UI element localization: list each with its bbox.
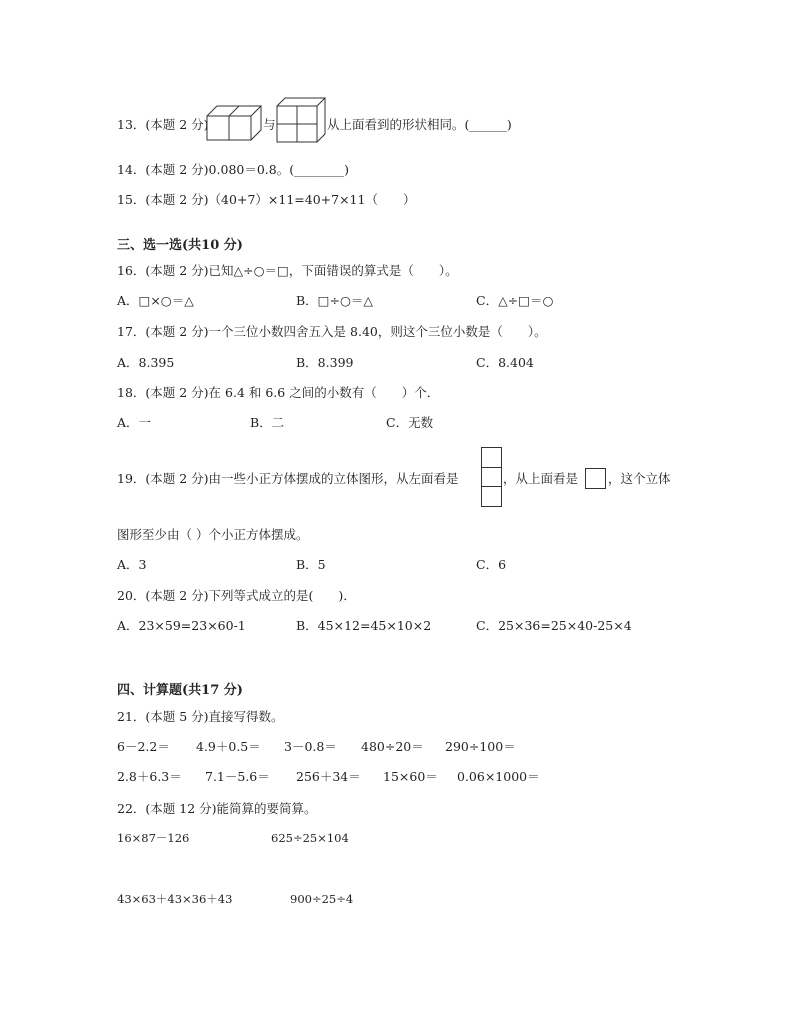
q19-stem-post: ，这个立体 (608, 471, 671, 486)
section-3-heading: 三、选一选(共10 分) (117, 238, 243, 253)
q17-option-c: C．8.404 (476, 355, 534, 370)
q15-text: 15．(本题 2 分)（40+7）×11=40+7×11（ ） (117, 192, 416, 207)
q18-option-c: C．无数 (386, 415, 434, 430)
q16-option-c: C．△÷□＝○ (476, 293, 554, 308)
q19-top-view-square (585, 468, 606, 489)
q19-option-a: A．3 (117, 557, 147, 572)
q18-option-a: A．一 (117, 415, 152, 430)
q21-stem: 21．(本题 5 分)直接写得数。 (117, 709, 284, 724)
q13-suffix: 从上面看到的形状相同。(______) (327, 117, 512, 132)
q18-option-b: B．二 (250, 415, 285, 430)
q13-figure-1-cubes-icon (207, 106, 263, 142)
q21-r2-c4: 15×60＝ (383, 769, 438, 784)
q21-r1-c3: 3－0.8＝ (284, 739, 337, 754)
q18-stem: 18．(本题 2 分)在 6.4 和 6.6 之间的小数有（ ）个． (117, 385, 440, 400)
q21-r2-c1: 2.8＋6.3＝ (117, 769, 182, 784)
q20-option-a: A．23×59=23×60-1 (117, 618, 246, 633)
q19-left-view-mid-square (481, 467, 502, 487)
q14-text: 14．(本题 2 分)0.080＝0.8。(________) (117, 162, 349, 177)
q13-connector: 与 (263, 117, 276, 132)
q16-stem: 16．(本题 2 分)已知△÷○＝□，下面错误的算式是（ ）。 (117, 263, 458, 278)
q21-r1-c4: 480÷20＝ (361, 739, 424, 754)
section-4-heading: 四、计算题(共17 分) (117, 683, 243, 698)
q16-option-b: B．□÷○＝△ (296, 293, 373, 308)
q21-r2-c3: 256＋34＝ (296, 769, 361, 784)
q16-option-a: A．□×○＝△ (117, 293, 194, 308)
q13-prefix: 13．(本题 2 分) (117, 117, 209, 132)
q21-r2-c2: 7.1－5.6＝ (205, 769, 270, 784)
q19-left-view-bottom-square (481, 486, 502, 507)
q20-option-b: B．45×12=45×10×2 (296, 618, 432, 633)
q22-expr-1: 16×87－126 (117, 831, 190, 845)
q21-r1-c1: 6－2.2＝ (117, 739, 170, 754)
q22-stem: 22．(本题 12 分)能简算的要简算。 (117, 801, 317, 816)
q19-left-view-top-square (481, 447, 502, 468)
q21-r1-c5: 290÷100＝ (445, 739, 516, 754)
q19-stem-mid: ，从上面看是 (503, 471, 579, 486)
q17-stem: 17．(本题 2 分)一个三位小数四舍五入是 8.40，则这个三位小数是（ ）。 (117, 324, 547, 339)
q17-option-a: A．8.395 (117, 355, 175, 370)
q21-r1-c2: 4.9＋0.5＝ (196, 739, 261, 754)
q19-option-b: B．5 (296, 557, 326, 572)
q13-line (117, 117, 209, 133)
q19-option-c: C．6 (476, 557, 507, 572)
q22-expr-3: 43×63＋43×36＋43 (117, 892, 233, 906)
q19-stem-line2: 图形至少由（ ）个小正方体摆成。 (117, 527, 309, 542)
q20-stem: 20．(本题 2 分)下列等式成立的是( )． (117, 588, 356, 603)
q22-expr-4: 900÷25÷4 (290, 892, 354, 906)
q22-expr-2: 625÷25×104 (271, 831, 349, 845)
q13-figure-2-cubes-icon (277, 98, 327, 144)
q17-option-b: B．8.399 (296, 355, 354, 370)
q20-option-c: C．25×36=25×40-25×4 (476, 618, 632, 633)
q21-r2-c5: 0.06×1000＝ (457, 769, 540, 784)
q19-stem-pre: 19．(本题 2 分)由一些小正方体摆成的立体图形，从左面看是 (117, 471, 459, 486)
